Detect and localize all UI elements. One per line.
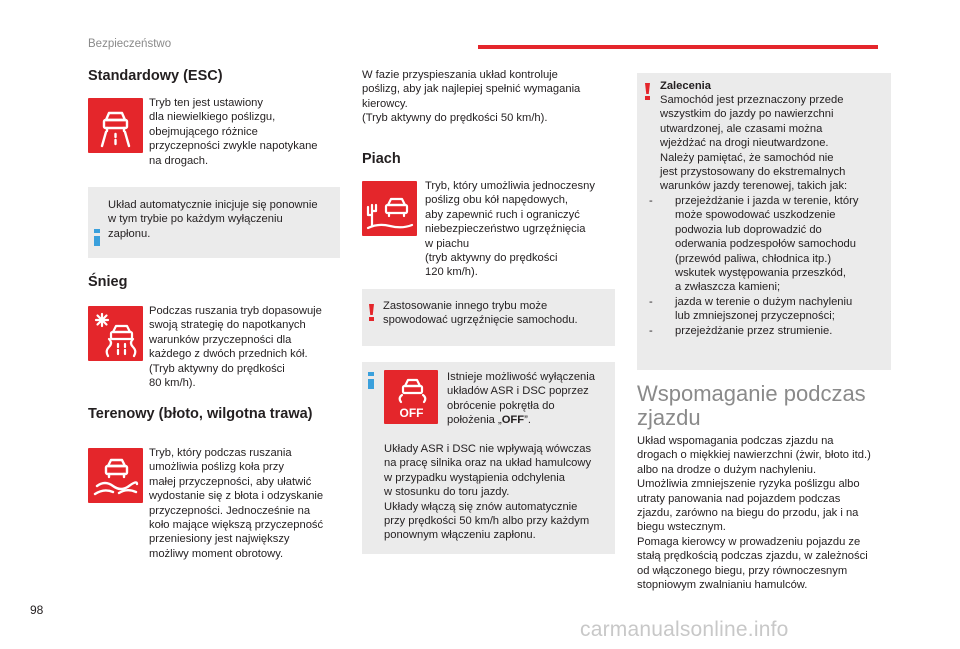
info-icon	[94, 229, 100, 246]
standard-title: Standardowy (ESC)	[88, 68, 223, 84]
recommendation-title: Zalecenia	[660, 80, 711, 92]
off-info-text: Istnieje możliwość wyłączenia układów ASR i DSC poprzez obrócenie pokrętła do położenia „OFF”.	[447, 371, 595, 427]
car-on-road-icon	[88, 98, 143, 153]
terrain-description: Tryb, który podczas ruszania umożliwia poślizg koła przy małej przyczepności, aby ułatwić wydostanie się z błota i odzyskanie przyczepności. Jednocześnie na koło mające większą przyczepność przeniesiony jest największy możliwy moment obrotowy.	[149, 447, 324, 560]
standard-info-panel	[88, 187, 340, 258]
list-item: - jazda w terenie o dużym nachyleniu lub zmniejszonej przyczepności;	[649, 295, 889, 324]
standard-description: Tryb ten jest ustawiony dla niewielkiego poślizgu, obejmującego różnice przyczepności zwykle napotykane na drogach.	[149, 97, 318, 167]
hill-title: Wspomaganie podczas zjazdu	[637, 381, 866, 430]
off-info-panel	[362, 362, 615, 554]
header-accent-bar	[478, 45, 878, 49]
recommendation-text: Samochód jest przeznaczony przede wszystkim do jazdy po nawierzchni utwardzonej, ale czasami można wjeżdżać na drogi nieutwardzone. Należy pamiętać, że samochód nie jest przystosowany do ekstremalnych warunków jazdy terenowej, takich jak:	[660, 94, 848, 193]
recommendation-list	[649, 194, 889, 338]
off-label: OFF	[399, 406, 424, 420]
sand-warning-panel	[362, 289, 615, 346]
recommendation-panel	[637, 73, 891, 370]
sand-warning-text: Zastosowanie innego trybu może spowodować ugrzęźnięcie samochodu.	[383, 300, 578, 327]
hill-description: Układ wspomagania podczas zjazdu na drogach o miękkiej nawierzchni (żwir, błoto itd.) albo na drodze o dużym nachyleniu. Umożliwia zmniejszenie ryzyka poślizgu albo utraty panowania nad pojazdem podczas zjazdu, zarówno na biegu do przodu, jak i na biegu wstecznym. Pomaga kierowcy w prowadzeniu pojazdu ze stałą prędkością podczas zjazdu, w zależności od włączonego biegu, przy równoczesnym stopniowym zwalnianiu hamulców.	[637, 435, 871, 592]
middle-intro-text: W fazie przyspieszania układ kontroluje poślizg, aby jak najlepiej spełnić wymagania kierowcy. (Tryb aktywny do prędkości 50 km/h).	[362, 69, 581, 125]
off-info-text-2: Układy ASR i DSC nie wpływają wówczas na pracę silnika oraz na układ hamulcowy w przypadku wystąpienia odchylenia w stosunku do toru jazdy. Układy włączą się znów automatycznie przy prędkości 50 km/h albo przy każdym ponownym włączeniu zapłonu.	[384, 443, 592, 542]
sand-description: Tryb, który umożliwia jednoczesny poślizg obu kół napędowych, aby zapewnić ruch i ograniczyć niebezpieczeństwo ugrzęźnięcia w piachu (tryb aktywny do prędkości 120 km/h).	[425, 180, 595, 279]
section-label: Bezpieczeństwo	[88, 38, 172, 50]
sand-car-icon	[362, 181, 417, 236]
sand-title: Piach	[362, 151, 401, 167]
watermark: carmanualsonline.info	[580, 618, 789, 641]
list-item: - przejeżdżanie przez strumienie.	[649, 324, 889, 338]
snow-title: Śnieg	[88, 274, 128, 290]
page-number: 98	[30, 603, 44, 617]
warning-icon	[645, 83, 651, 100]
warning-icon	[369, 304, 375, 321]
info-icon	[368, 372, 374, 389]
mud-car-icon	[88, 448, 143, 503]
standard-info-text: Układ automatycznie inicjuje się ponownie w tym trybie po każdym wyłączeniu zapłonu.	[108, 199, 318, 240]
list-item: - przejeżdżanie i jazda w terenie, który może spowodować uszkodzenie podwozia lub doprowadzić do oderwania podzespołów samochodu (przewód paliwa, chłodnica itp.) wskutek występowania przeszkód, a zwłaszcza kamieni;	[649, 194, 889, 295]
esc-off-icon	[384, 370, 438, 424]
snow-description: Podczas ruszania tryb dopasowuje swoją strategię do napotkanych warunków przyczepności dla każdego z dwóch przednich kół. (Tryb aktywny do prędkości 80 km/h).	[149, 305, 322, 390]
terrain-title: Terenowy (błoto, wilgotna trawa)	[88, 406, 313, 422]
snowflake-car-icon	[88, 306, 143, 361]
